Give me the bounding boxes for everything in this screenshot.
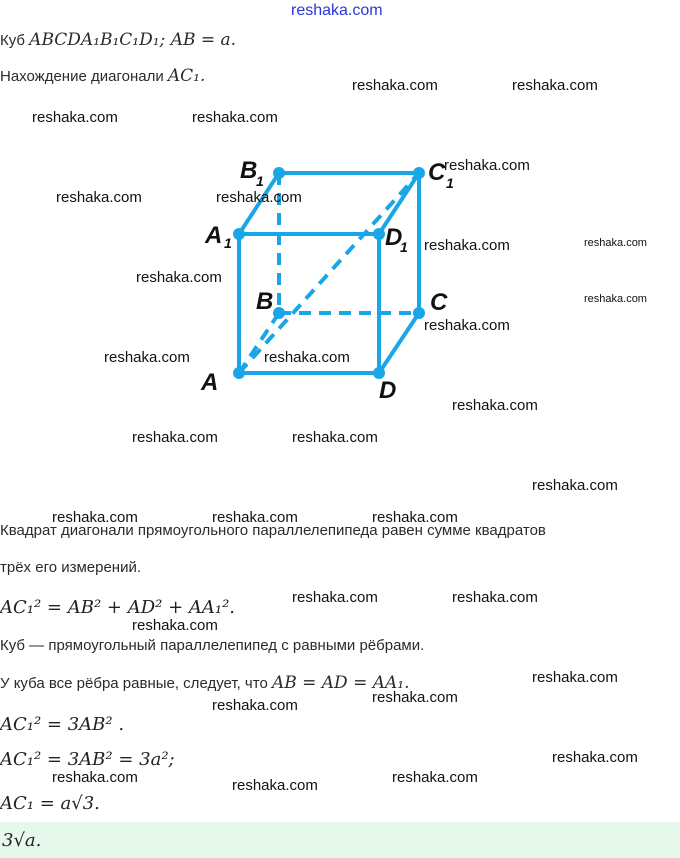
answer-value: 3√a. <box>2 830 42 851</box>
equal-edges-prefix: У куба все рёбра равные, следует, что <box>0 675 268 692</box>
watermark: reshaka.com <box>104 349 190 366</box>
watermark: reshaka.com <box>372 509 458 526</box>
intro-finding-formula: AC₁. <box>167 66 206 86</box>
watermark: reshaka.com <box>424 317 510 334</box>
watermark-small: reshaka.com <box>584 237 647 249</box>
label-D1: D <box>385 224 403 251</box>
theorem-line-2: трёх его измерений. <box>0 559 142 576</box>
label-D1-sub: 1 <box>400 239 408 255</box>
watermark: reshaka.com <box>212 697 298 714</box>
vertex-A1 <box>233 228 245 240</box>
vertex-B <box>273 307 285 319</box>
theorem-line-1: Квадрат диагонали прямоугольного параллелепипеда равен сумме квадратов <box>0 522 546 539</box>
equation-4: AC₁ = a√3. <box>0 793 100 814</box>
equation-2: AC₁² = 3AB² . <box>0 714 125 735</box>
watermark: reshaka.com <box>132 429 218 446</box>
watermark: reshaka.com <box>532 669 618 686</box>
equation-1: AC₁² = AB² + AD² + AA₁². <box>0 597 236 618</box>
watermark: reshaka.com <box>452 589 538 606</box>
answer-panel <box>0 822 680 858</box>
site-header-link[interactable]: reshaka.com <box>291 2 383 19</box>
watermark: reshaka.com <box>552 749 638 766</box>
watermark: reshaka.com <box>512 77 598 94</box>
label-C: C <box>430 289 448 316</box>
watermark: reshaka.com <box>264 349 350 366</box>
watermark: reshaka.com <box>292 589 378 606</box>
watermark: reshaka.com <box>232 777 318 794</box>
intro-cube-formula: ABCDA₁B₁C₁D₁; AB = a. <box>29 30 237 50</box>
equal-edges-line <box>0 673 410 693</box>
label-A: A <box>201 369 219 396</box>
watermark: reshaka.com <box>132 617 218 634</box>
equal-edges-formula: AB = AD = AA₁. <box>271 673 410 693</box>
watermark: reshaka.com <box>52 509 138 526</box>
intro-cube-prefix: Куб <box>0 32 25 49</box>
vertex-D1 <box>373 228 385 240</box>
label-A1-sub: 1 <box>224 235 232 251</box>
vertex-A <box>233 367 245 379</box>
watermark: reshaka.com <box>52 769 138 786</box>
vertex-C1 <box>413 167 425 179</box>
watermark: reshaka.com <box>136 269 222 286</box>
label-C1: C <box>428 159 446 186</box>
watermark: reshaka.com <box>452 397 538 414</box>
label-D: D <box>379 377 397 404</box>
vertex-B1 <box>273 167 285 179</box>
watermark: reshaka.com <box>392 769 478 786</box>
label-A1: A <box>205 222 223 249</box>
equation-3: AC₁² = 3AB² = 3a²; <box>0 749 175 770</box>
label-B1: B <box>240 157 258 184</box>
watermark: reshaka.com <box>372 689 458 706</box>
cube-property-line: Куб — прямоугольный параллелепипед с равными рёбрами. <box>0 637 425 654</box>
watermark: reshaka.com <box>212 509 298 526</box>
label-B1-sub: 1 <box>256 173 264 189</box>
watermark: reshaka.com <box>192 109 278 126</box>
intro-finding-prefix: Нахождение диагонали <box>0 68 164 85</box>
label-B: B <box>256 288 274 315</box>
watermark: reshaka.com <box>32 109 118 126</box>
watermark: reshaka.com <box>292 429 378 446</box>
watermark: reshaka.com <box>532 477 618 494</box>
label-C1-sub: 1 <box>446 175 454 191</box>
watermark-small: reshaka.com <box>584 293 647 305</box>
watermark: reshaka.com <box>352 77 438 94</box>
watermark: reshaka.com <box>56 189 142 206</box>
watermark: reshaka.com <box>216 189 302 206</box>
watermark: reshaka.com <box>424 237 510 254</box>
watermark: reshaka.com <box>444 157 530 174</box>
edge-DC <box>379 313 419 373</box>
